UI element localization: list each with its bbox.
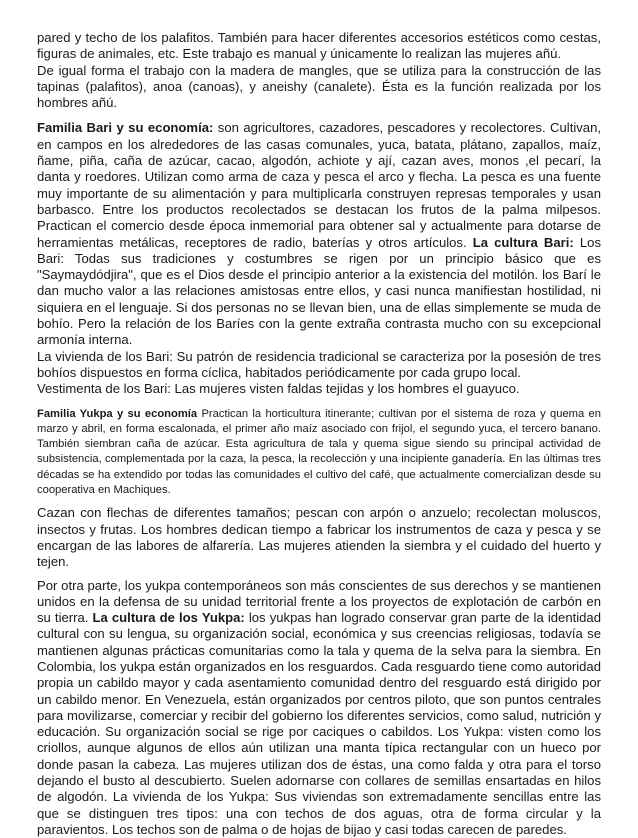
bari-economy-text: son agricultores, cazadores, pescadores y recolectores. Cultivan, en campos en los alrededores de las casas comunales, yuca, batata, plátano, zapallos, maíz, ñame, piña, caña de azúcar, cacao, algodón, achiote y ají, cazan aves, monos ,el pecarí, la danta y roedores. Utilizan como arma de caza y pesca el arco y flecha. La pesca es una fuente muy importante de su alimentación y para multiplicarla construyen represas temporales y usan barbasco. Entre los productos recolectados se destacan los frutos de la palma milpesos. Practican el comercio desde época inmemorial para obtener sal y actualmente para dotarse de herramientas metálicas, receptores de radio, baterías y otros artículos. — [37, 120, 601, 249]
section-bari-economy — [37, 120, 601, 348]
yukpa-economy-text: Practican la horticultura itinerante; cultivan por el sistema de roza y quema en marzo y abril, en forma escalonada, el primer año maíz asociado con frijol, el segundo yuca, el tercero banano. También siembran caña de azúcar. Esta agricultura de tala y quema sigue siendo su principal actividad de subsistencia, complementada por la caza, la pesca, la recolección y una incipiente ganadería. En las últimas tres décadas se ha extendido por todas las comunidades el cultivo del café, que actualmente comercializan desde su cooperativa en Machiques. — [37, 408, 601, 496]
paragraph-bari-clothing: Vestimenta de los Bari: Las mujeres visten faldas tejidas y los hombres el guayuco. — [37, 381, 601, 397]
section-yukpa-economy — [37, 407, 601, 499]
heading-yukpa-culture: La cultura de los Yukpa: — [93, 610, 245, 625]
heading-bari-economy: Familia Bari y su economía: — [37, 120, 213, 135]
paragraph-yukpa-hunting: Cazan con flechas de diferentes tamaños; pescan con arpón o anzuelo; recolectan moluscos, insectos y frutas. Los hombres dedican tiempo a fabricar los instrumentos de caza y pesca y se encargan de las labores de alfarería. Las mujeres atienden la siembra y el cuidado del huerto y tejen. — [37, 505, 601, 570]
yukpa-culture-text: los yukpas han logrado conservar gran parte de la identidad cultural con su lengua, su organización social, económica y sus creencias religiosas, todavía se mantienen algunas prácticas comunitarias como la tala y quema de la selva para la siembra. En Colombia, los yukpa están organizados en los resguardos. Cada resguardo tiene como autoridad propia un cabildo mayor y cada asentamiento comunidad dentro del resguardo está dirigido por un cabildo menor. En Venezuela, están organizados por centros piloto, que son puntos centrales para movilizarse, comerciar y recibir del gobierno los diferentes servicios, como salud, nutrición y educación. Su organización social se rige por caciques o cabildos. Los Yukpa: visten como los criollos, aunque algunos de ellos aún utilizan una manta típica rectangular con un hueco por donde pasan la cabeza. Las mujeres utilizan dos de éstas, una como falda y otra para el torso dejando el busto al descubierto. Suelen adornarse con collares de semillas ensartadas en hilos de algodón. La vivienda de los Yukpa: Sus viviendas son extremadamente sencillas entre las que se distinguen tres tipos: una con techos de dos aguas, otra de forma circular y la paravientos. Los techos son de palma o de hojas de bijao y casi todas carecen de paredes. — [37, 610, 601, 837]
heading-bari-culture: La cultura Bari: — [473, 235, 574, 250]
yukpa-rights-text: Por otra parte, los yukpa contemporáneos son más conscientes de sus derechos y se mantienen unidos en la defensa de su unidad territorial frente a los proyectos de explotación de carbón en su tierra. — [37, 578, 601, 626]
bari-culture-text: Los Bari: Todas sus tradiciones y costumbres se rigen por un principio básico que es "Saymaydódjira", que es el Dios desde el principio anterior a la existencia del motilón. los Barí le dan mucho valor a las relaciones amistosas entre ellos, y casi nunca manifiestan hostilidad, ni siquiera en el lenguaje. Si dos personas no se llevan bien, una de ellas simplemente se muda de bohío. Pero la relación de los Baríes con la gente extraña contrasta mucho con su excepcional armonía interna. — [37, 235, 601, 348]
section-yukpa-culture — [37, 578, 601, 838]
document-page — [37, 30, 601, 838]
paragraph-mangles: De igual forma el trabajo con la madera de mangles, que se utiliza para la construcción de las tapinas (palafitos), anoa (canoas), y aneishy (canalete). Ésta es la función realizada por los hombres añú. — [37, 63, 601, 112]
paragraph-palafitos: pared y techo de los palafitos. También para hacer diferentes accesorios estéticos como cestas, figuras de animales, etc. Este trabajo es manual y únicamente lo realizan las mujeres añú. — [37, 30, 601, 63]
heading-yukpa-economy: Familia Yukpa y su economía — [37, 408, 197, 420]
paragraph-bari-housing: La vivienda de los Bari: Su patrón de residencia tradicional se caracteriza por la posesión de tres bohíos dispuestos en forma cíclica, habitados periódicamente por cada grupo local. — [37, 349, 601, 382]
